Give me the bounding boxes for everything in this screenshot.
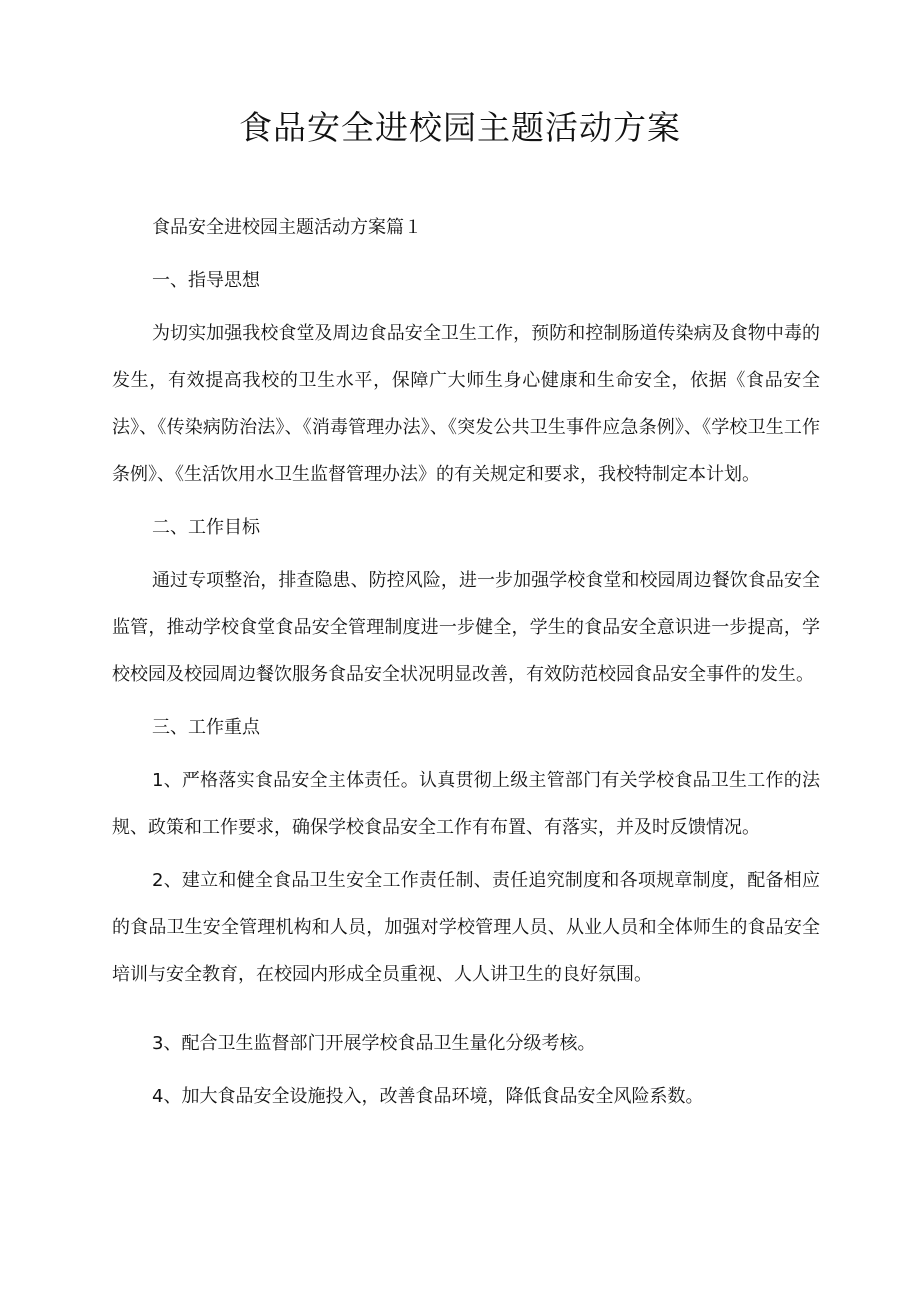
section-paragraph-work-goals: 通过专项整治，排查隐患、防控风险，进一步加强学校食堂和校园周边餐饮食品安全监管，推动学校食堂食品安全管理制度进一步健全，学生的食品安全意识进一步提高，学校校园及校园周边餐饮服务食品安全状况明显改善，有效防范校园食品安全事件的发生。 xyxy=(112,570,820,685)
section-heading-work-focus: 三、工作重点 xyxy=(152,717,260,738)
section-heading-work-goals: 二、工作目标 xyxy=(152,517,260,538)
work-focus-item-1: 1、严格落实食品安全主体责任。认真贯彻上级主管部门有关学校食品卫生工作的法规、政策和工作要求，确保学校食品安全工作有布置、有落实，并及时反馈情况。 xyxy=(112,770,820,838)
work-focus-item-3: 3、配合卫生监督部门开展学校食品卫生量化分级考核。 xyxy=(152,1033,596,1054)
document-body xyxy=(112,212,820,1134)
document-subtitle: 食品安全进校园主题活动方案篇１ xyxy=(152,217,422,238)
document-title: 食品安全进校园主题活动方案 xyxy=(239,108,681,147)
work-focus-item-2: 2、建立和健全食品卫生安全工作责任制、责任追究制度和各项规章制度，配备相应的食品卫生安全管理机构和人员，加强对学校管理人员、从业人员和全体师生的食品安全培训与安全教育，在校园内形成全员重视、人人讲卫生的良好氛围。 xyxy=(112,870,820,985)
section-heading-guiding-ideology: 一、指导思想 xyxy=(152,270,260,291)
section-paragraph-guiding-ideology: 为切实加强我校食堂及周边食品安全卫生工作，预防和控制肠道传染病及食物中毒的发生，有效提高我校的卫生水平，保障广大师生身心健康和生命安全，依据《食品安全法》、《传染病防治法》、《消毒管理办法》、《突发公共卫生事件应急条例》、《学校卫生工作条例》、《生活饮用水卫生监督管理办法》的有关规定和要求，我校特制定本计划。 xyxy=(112,323,820,485)
work-focus-item-4: 4、加大食品安全设施投入，改善食品环境，降低食品安全风险系数。 xyxy=(152,1086,704,1107)
